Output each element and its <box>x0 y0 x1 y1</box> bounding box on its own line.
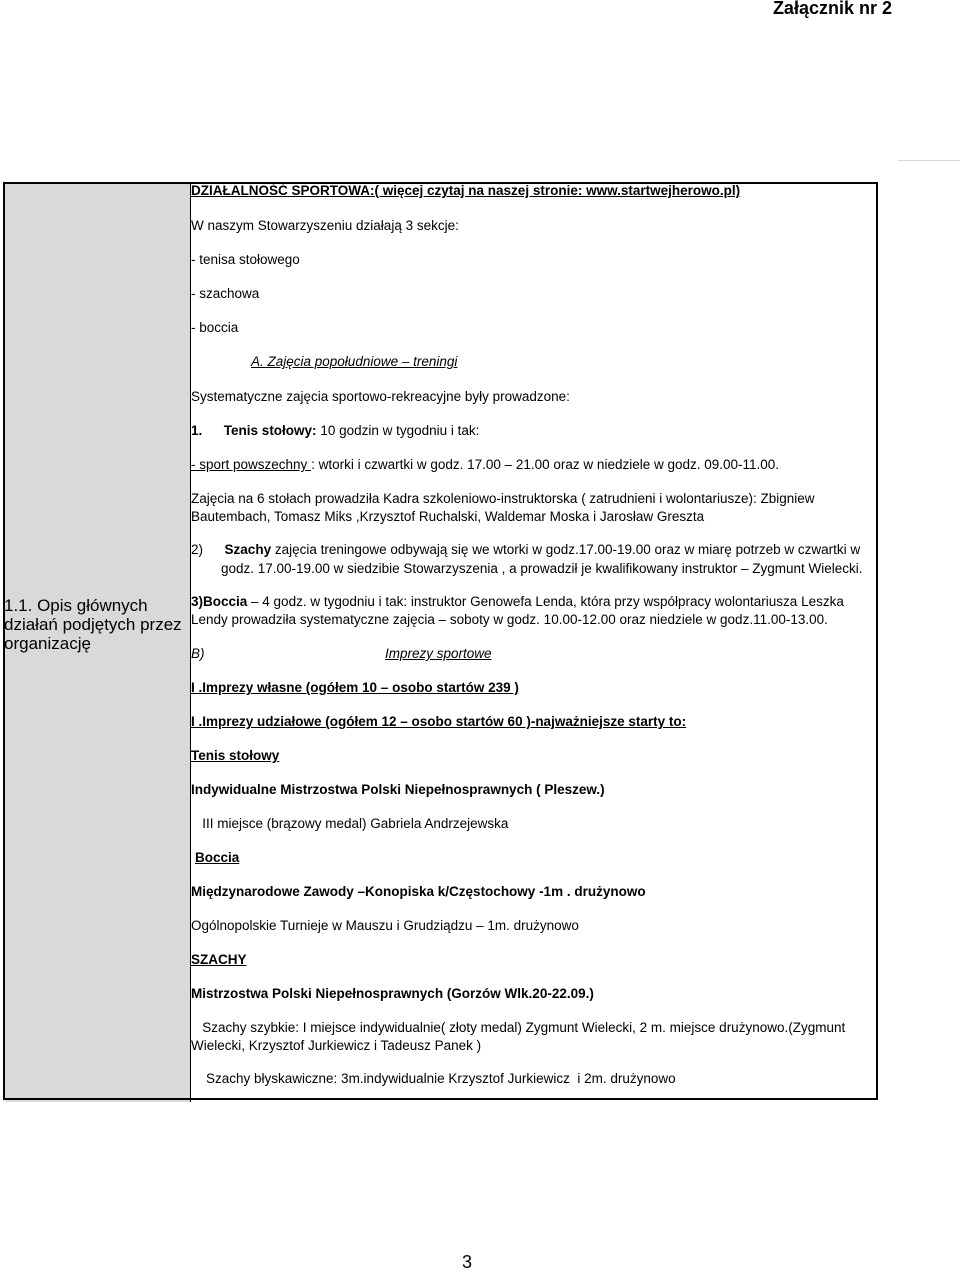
activity-title: DZIAŁALNOŚĆ SPORTOWA:( więcej czytaj na naszej stronie: www.startwejherowo.pl) <box>191 183 741 198</box>
page-header-title: Załącznik nr 2 <box>772 0 892 18</box>
section-item: - tenisa stołowego <box>191 252 300 267</box>
szachy-heading: SZACHY <box>191 952 247 967</box>
boccia-heading: Boccia <box>195 850 240 865</box>
point-3-label: 3)Boccia <box>191 594 248 609</box>
point-2-line2: godz. 17.00-19.00 w siedzibie Stowarzyszenia , a prowadził je kwalifikowany instruktor – Zygmunt Wielecki. <box>221 561 863 576</box>
point-1 <box>191 422 479 440</box>
szachy-result-1: Szachy szybkie: I miejsce indywidualnie( złoty medal) Zygmunt Wielecki, 2 m. miejsce drużynowo.(Zygmunt Wielecki, Krzysztof Jurkiewicz i Tadeusz Panek ) <box>191 1020 849 1053</box>
heading-b: Imprezy sportowe <box>385 646 492 661</box>
section-item: - boccia <box>191 320 239 335</box>
sport-text: : wtorki i czwartki w godz. 17.00 – 21.00 oraz w niedziele w godz. 09.00-11.00. <box>311 457 780 472</box>
imprezy-wlasne: I .Imprezy własne (ogółem 10 – osobo startów 239 ) <box>191 680 519 695</box>
section-label: 1.1. Opis głównych działań podjętych przez organizację <box>4 596 182 653</box>
point-2 <box>191 541 860 559</box>
point-2-label: Szachy <box>224 542 272 557</box>
tenis-event: Indywidualne Mistrzostwa Polski Niepełnosprawnych ( Pleszew.) <box>191 782 605 797</box>
szachy-result-2: Szachy błyskawiczne: 3m.indywidualnie Krzysztof Jurkiewicz i 2m. drużynowo <box>191 1071 676 1086</box>
heading-b-label: B) <box>191 646 205 661</box>
point-1-number: 1. <box>191 423 203 438</box>
point-3 <box>191 593 876 629</box>
tenis-result: III miejsce (brązowy medal) Gabriela Andrzejewska <box>191 816 509 831</box>
point-2-line1: zajęcia treningowe odbywają się we wtorki w godz.17.00-19.00 oraz w miarę potrzeb w czwartki w <box>271 542 861 557</box>
section-item: - szachowa <box>191 286 260 301</box>
intro-text: W naszym Stowarzyszeniu działają 3 sekcje: <box>191 218 459 233</box>
boccia-event: Międzynarodowe Zawody –Konopiska k/Częstochowy -1m . drużynowo <box>191 884 646 899</box>
point-1-label: Tenis stołowy: <box>223 423 317 438</box>
sport-schedule <box>191 456 779 474</box>
boccia-result: Ogólnopolskie Turnieje w Mauszu i Grudziądzu – 1m. drużynowo <box>191 918 579 933</box>
systematic-text: Systematyczne zajęcia sportowo-rekreacyjne były prowadzone: <box>191 389 570 404</box>
heading-a: A. Zajęcia popołudniowe – treningi <box>251 354 458 369</box>
point-2-number: 2) <box>191 542 204 557</box>
kadra-paragraph: Zajęcia na 6 stołach prowadziła Kadra szkoleniowo-instruktorska ( zatrudnieni i wolontariusze): Zbigniew Bautembach, Tomasz Miks ,Krzysztof Ruchalski, Waldemar Moska i Jarosław Greszta <box>191 491 815 524</box>
szachy-event: Mistrzostwa Polski Niepełnosprawnych (Gorzów Wlk.20-22.09.) <box>191 986 594 1001</box>
tenis-heading: Tenis stołowy <box>191 748 280 763</box>
sport-prefix: - sport powszechny <box>191 457 312 472</box>
point-3-text: – 4 godz. w tygodniu i tak: instruktor Genowefa Lenda, która przy współpracy wolontariusza Leszka Lendy prowadziła systematyczne zajęcia – soboty w godz. 10.00-12.00 oraz niedziele w godz.11.00-13.00. <box>191 594 844 627</box>
point-1-text: 10 godzin w tygodniu i tak: <box>316 423 480 438</box>
page-number: 3 <box>462 1252 473 1272</box>
imprezy-udzialowe: I .Imprezy udziałowe (ogółem 12 – osobo startów 60 )-najważniejsze starty to: <box>191 714 687 729</box>
header-rule <box>898 160 960 161</box>
